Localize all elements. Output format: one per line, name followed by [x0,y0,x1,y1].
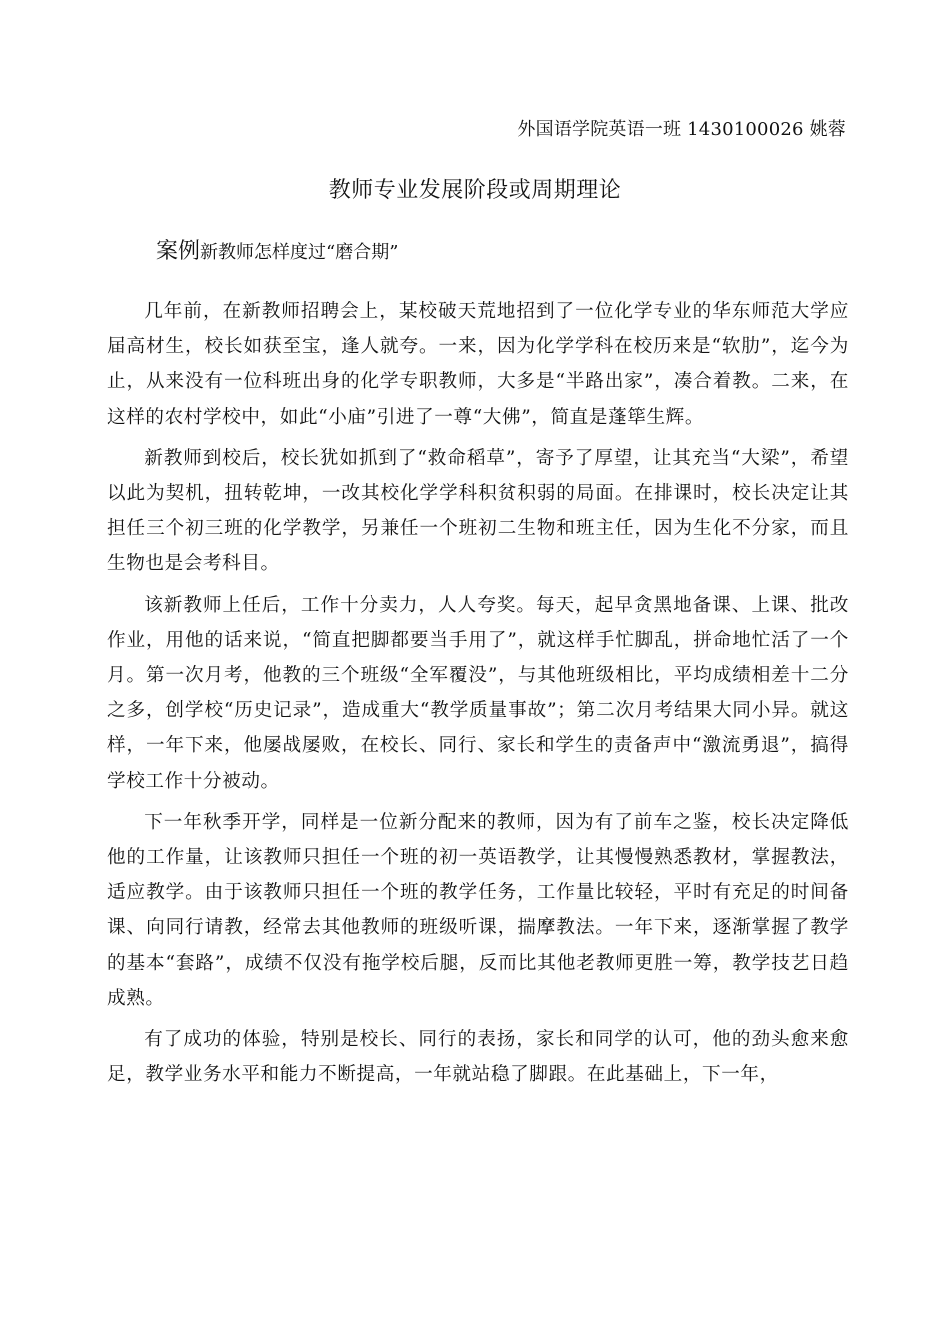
paragraph: 下一年秋季开学，同样是一位新分配来的教师，因为有了前车之鉴，校长决定降低他的工作量，让该教师只担任一个班的初一英语教学，让其慢慢熟悉教材，掌握教法，适应教学。由于该教师只担任一个班的教学任务，工作量比较轻，平时有充足的时间备课、向同行请教，经常去其他教师的班级听课，揣摩教法。一年下来，逐渐掌握了教学的基本“套路”，成绩不仅没有拖学校后腿，反而比其他老教师更胜一筹，教学技艺日趋成熟。 [107,811,849,1009]
case-label: 案例 [156,239,201,264]
body-text [107,294,849,1098]
case-heading [156,237,398,268]
paragraph: 新教师到校后，校长犹如抓到了“救命稻草”，寄予了厚望，让其充当“大梁”，希望以此为契机，扭转乾坤，一改其校化学学科积贫积弱的局面。在排课时，校长决定让其担任三个初三班的化学教学，另兼任一个班初二生物和班主任，因为生化不分家，而且生物也是会考科目。 [107,447,849,575]
paragraph: 几年前，在新教师招聘会上，某校破天荒地招到了一位化学专业的华东师范大学应届高材生，校长如获至宝，逢人就夸。一来，因为化学学科在校历来是“软肋”，迄今为止，从来没有一位科班出身的化学专职教师，大多是“半路出家”，凑合着教。二来，在这样的农村学校中，如此“小庙”引进了一尊“大佛”，简直是蓬筚生辉。 [107,301,849,428]
paragraph: 该新教师上任后，工作十分卖力，人人夸奖。每天，起早贪黑地备课、上课、批改作业，用他的话来说，“简直把脚都要当手用了”，就这样手忙脚乱，拼命地忙活了一个月。第一次月考，他教的三个班级“全军覆没”，与其他班级相比，平均成绩相差十二分之多，创学校“历史记录”，造成重大“教学质量事故”；第二次月考结果大同小异。就这样，一年下来，他屡战屡败，在校长、同行、家长和学生的责备声中“激流勇退”，搞得学校工作十分被动。 [107,594,849,792]
document-title: 教师专业发展阶段或周期理论 [328,178,622,203]
author-line: 外国语学院英语一班 1430100026 姚蓉 [517,119,846,140]
case-title: 新教师怎样度过“磨合期” [200,242,399,263]
paragraph: 有了成功的体验，特别是校长、同行的表扬，家长和同学的认可，他的劲头愈来愈足，教学业务水平和能力不断提高，一年就站稳了脚跟。在此基础上，下一年， [107,1029,849,1086]
